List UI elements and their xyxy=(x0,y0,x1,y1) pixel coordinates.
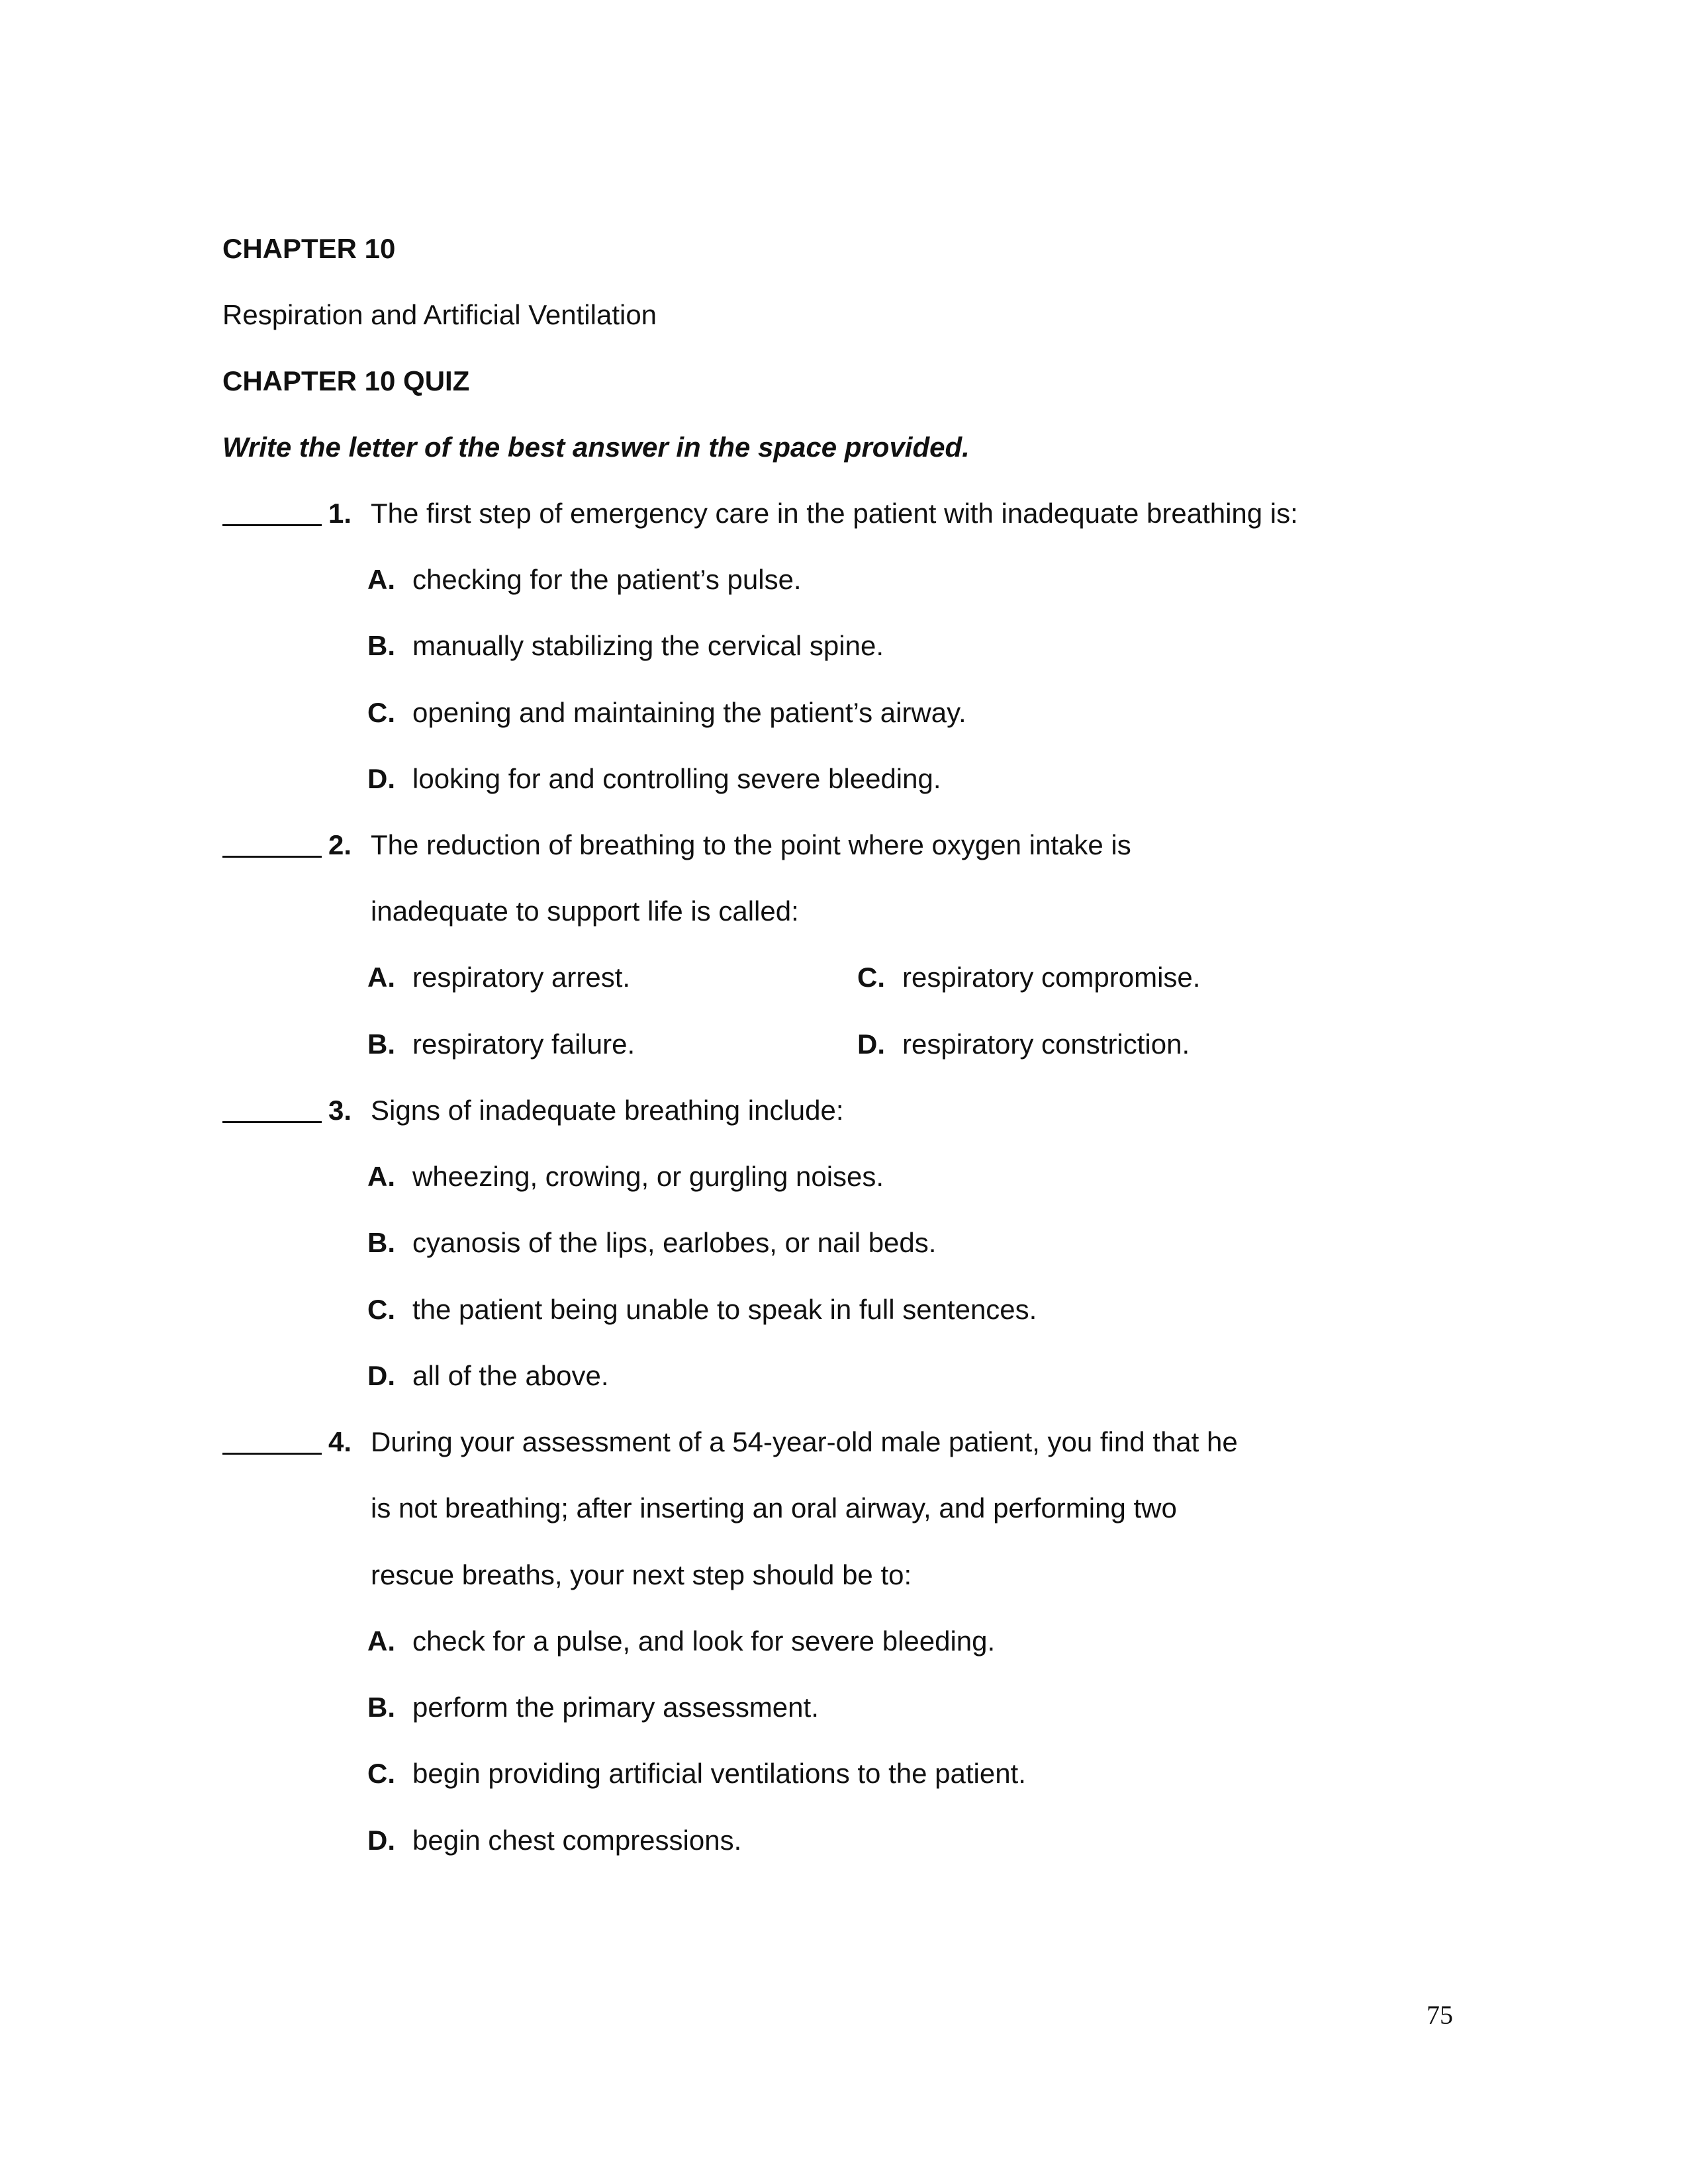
option-text: begin providing artificial ventilations to the patient. xyxy=(412,1758,1026,1789)
option-text: opening and maintaining the patient’s airway. xyxy=(412,697,966,728)
option-letter: C. xyxy=(367,697,395,728)
option-letter: A. xyxy=(367,962,395,993)
answer-blank[interactable] xyxy=(222,524,322,526)
option-text: respiratory compromise. xyxy=(902,962,1201,993)
question-stem-line: inadequate to support life is called: xyxy=(371,895,799,927)
question-stem-line: The reduction of breathing to the point where oxygen intake is xyxy=(371,829,1131,860)
answer-blank[interactable] xyxy=(222,1121,322,1123)
option-letter: B. xyxy=(367,1692,395,1723)
option-letter: B. xyxy=(367,1028,395,1060)
option-text: checking for the patient’s pulse. xyxy=(412,564,802,595)
question-number: 1. xyxy=(328,498,352,529)
option-letter: A. xyxy=(367,1161,395,1192)
chapter-label: CHAPTER 10 xyxy=(222,233,396,264)
question-stem-line: Signs of inadequate breathing include: xyxy=(371,1095,844,1126)
option-letter: D. xyxy=(367,1825,395,1856)
page-number: 75 xyxy=(1427,2000,1453,2030)
answer-blank[interactable] xyxy=(222,856,322,858)
option-text: begin chest compressions. xyxy=(412,1825,742,1856)
option-text: wheezing, crowing, or gurgling noises. xyxy=(412,1161,884,1192)
option-text: cyanosis of the lips, earlobes, or nail beds. xyxy=(412,1227,937,1258)
option-text: respiratory failure. xyxy=(412,1028,635,1060)
option-text: perform the primary assessment. xyxy=(412,1692,819,1723)
option-letter: C. xyxy=(857,962,885,993)
question-number: 4. xyxy=(328,1426,352,1457)
option-text: respiratory constriction. xyxy=(902,1028,1190,1060)
option-text: manually stabilizing the cervical spine. xyxy=(412,630,884,661)
question-stem-line: rescue breaths, your next step should be to: xyxy=(371,1559,912,1590)
option-letter: D. xyxy=(367,1360,395,1391)
option-text: all of the above. xyxy=(412,1360,609,1391)
option-text: the patient being unable to speak in full sentences. xyxy=(412,1294,1037,1325)
option-letter: D. xyxy=(367,763,395,794)
option-letter: A. xyxy=(367,1625,395,1657)
instructions: Write the letter of the best answer in the space provided. xyxy=(222,432,970,463)
option-letter: B. xyxy=(367,1227,395,1258)
option-letter: B. xyxy=(367,630,395,661)
option-letter: A. xyxy=(367,564,395,595)
quiz-label: CHAPTER 10 QUIZ xyxy=(222,365,470,396)
question-number: 3. xyxy=(328,1095,352,1126)
option-letter: D. xyxy=(857,1028,885,1060)
option-text: looking for and controlling severe bleeding. xyxy=(412,763,941,794)
answer-blank[interactable] xyxy=(222,1453,322,1455)
question-number: 2. xyxy=(328,829,352,860)
question-stem-line: The first step of emergency care in the patient with inadequate breathing is: xyxy=(371,498,1298,529)
question-stem-line: During your assessment of a 54-year-old male patient, you find that he xyxy=(371,1426,1238,1457)
option-letter: C. xyxy=(367,1758,395,1789)
chapter-title: Respiration and Artificial Ventilation xyxy=(222,299,657,330)
option-text: check for a pulse, and look for severe bleeding. xyxy=(412,1625,996,1657)
question-stem-line: is not breathing; after inserting an oral airway, and performing two xyxy=(371,1492,1177,1524)
option-letter: C. xyxy=(367,1294,395,1325)
option-text: respiratory arrest. xyxy=(412,962,631,993)
